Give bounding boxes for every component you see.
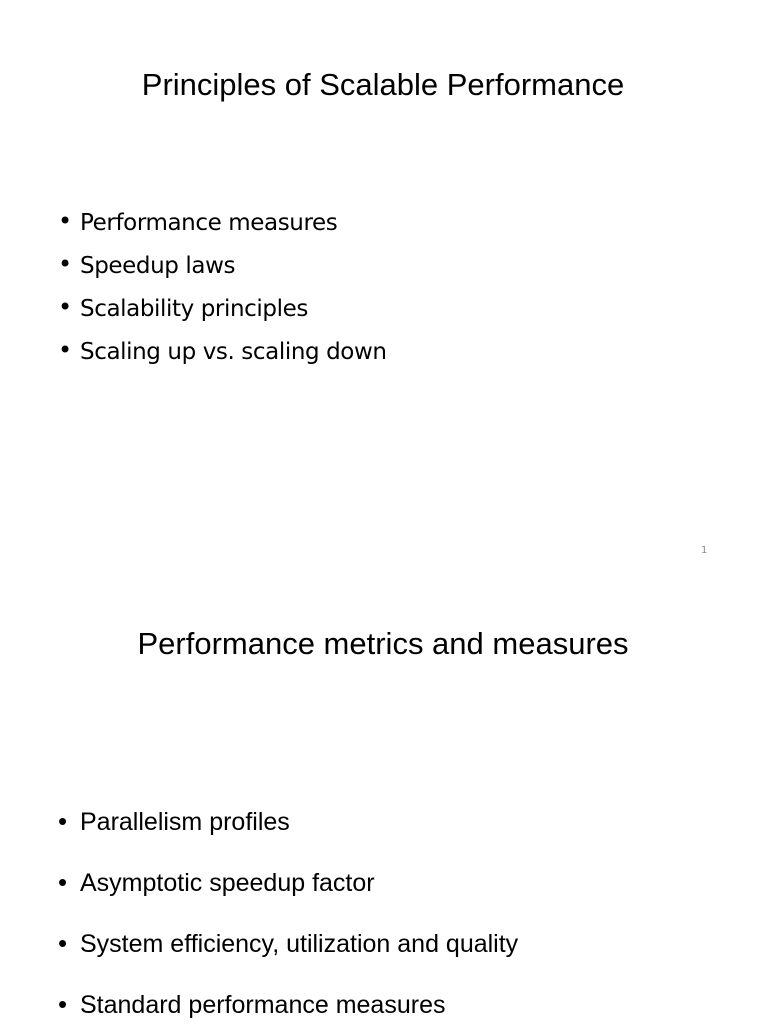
bullet-list bbox=[58, 792, 518, 1024]
list-item bbox=[58, 975, 518, 1024]
bullet-icon: • bbox=[58, 989, 68, 1019]
slide-title: Performance metrics and measures bbox=[137, 626, 629, 661]
list-item bbox=[58, 914, 518, 975]
bullet-text: Speedup laws bbox=[80, 253, 236, 279]
bullet-icon: • bbox=[58, 928, 68, 958]
list-item bbox=[58, 331, 387, 374]
list-item bbox=[58, 288, 387, 331]
bullet-icon: • bbox=[58, 867, 68, 897]
bullet-text: Scaling up vs. scaling down bbox=[80, 339, 387, 365]
bullet-icon: • bbox=[58, 806, 68, 836]
bullet-text: Parallelism profiles bbox=[80, 808, 290, 836]
slide-2 bbox=[0, 560, 768, 1024]
list-item bbox=[58, 792, 518, 853]
list-item bbox=[58, 853, 518, 914]
bullet-icon: • bbox=[58, 336, 72, 364]
bullet-text: Scalability principles bbox=[80, 296, 308, 322]
slide-title: Principles of Scalable Performance bbox=[141, 67, 625, 102]
list-item bbox=[58, 245, 387, 288]
bullet-icon: • bbox=[58, 293, 72, 321]
bullet-text: Asymptotic speedup factor bbox=[80, 869, 375, 897]
page-number: 1 bbox=[701, 545, 708, 556]
bullet-icon: • bbox=[58, 207, 72, 235]
bullet-text: Performance measures bbox=[80, 210, 338, 236]
list-item bbox=[58, 202, 387, 245]
bullet-icon: • bbox=[58, 250, 72, 278]
bullet-list bbox=[58, 202, 387, 374]
bullet-text: Standard performance measures bbox=[80, 991, 446, 1019]
bullet-text: System efficiency, utilization and quality bbox=[80, 930, 519, 958]
